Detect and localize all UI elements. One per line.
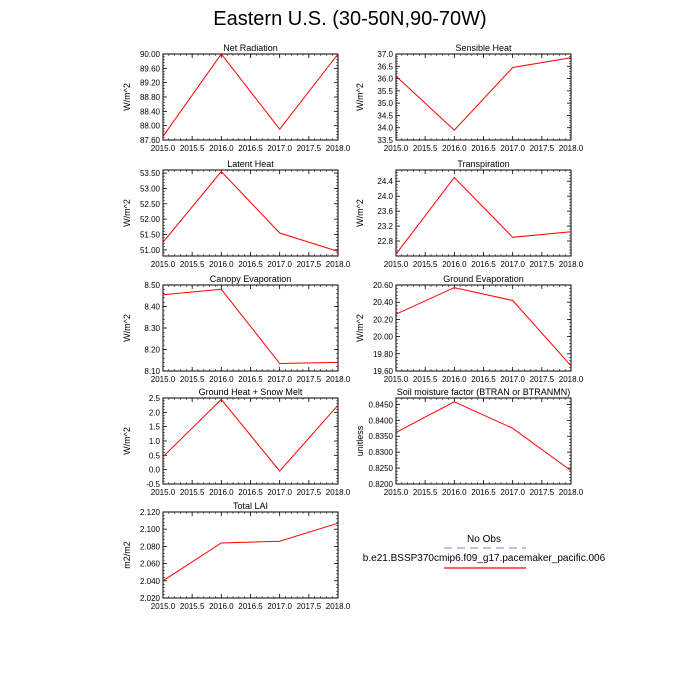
- x-tick-label: 2017.5: [529, 260, 555, 269]
- y-tick-label: 36.0: [377, 74, 393, 84]
- x-tick-label: 2016.0: [209, 602, 234, 611]
- y-tick-label: 52.00: [139, 215, 160, 225]
- x-tick-label: 2017.5: [296, 488, 322, 497]
- x-tick-label: 2018.0: [325, 375, 351, 384]
- panels-group: [122, 43, 584, 611]
- x-tick-label: 2017.5: [529, 488, 555, 497]
- y-tick-label: 0.8300: [368, 448, 393, 458]
- y-tick-label: 87.60: [139, 136, 160, 145]
- x-tick-label: 2015.0: [383, 375, 409, 384]
- y-tick-label: 0.8400: [368, 416, 393, 426]
- x-tick-label: 2016.0: [442, 375, 467, 384]
- y-tick-label: 19.60: [372, 367, 393, 376]
- chart-panel: [122, 159, 351, 269]
- y-tick-label: 0.8200: [368, 480, 393, 489]
- x-tick-label: 2015.0: [383, 144, 409, 153]
- chart-panel: [355, 387, 584, 497]
- x-tick-label: 2018.0: [325, 144, 351, 153]
- x-tick-label: 2017.0: [267, 144, 292, 153]
- y-tick-label: 2.040: [139, 576, 160, 586]
- y-tick-label: 90.00: [139, 50, 160, 59]
- y-axis-label: W/m^2: [355, 83, 365, 111]
- y-tick-label: 89.20: [139, 78, 160, 88]
- y-tick-label: 34.5: [377, 111, 393, 121]
- x-tick-label: 2016.5: [471, 375, 496, 384]
- x-tick-label: 2016.5: [238, 488, 263, 497]
- plot-frame: [163, 398, 338, 484]
- y-axis-label: W/m^2: [122, 199, 132, 227]
- x-tick-label: 2015.0: [150, 260, 176, 269]
- x-tick-label: 2015.5: [412, 375, 438, 384]
- y-tick-label: 2.060: [139, 559, 160, 569]
- x-tick-label: 2018.0: [558, 375, 584, 384]
- y-tick-label: 89.60: [139, 64, 160, 74]
- x-tick-label: 2015.5: [412, 144, 438, 153]
- y-tick-label: 23.6: [377, 207, 393, 217]
- x-tick-label: 2015.5: [179, 375, 205, 384]
- plot-frame: [163, 512, 338, 598]
- plot-frame: [396, 170, 571, 256]
- y-tick-label: 33.5: [377, 136, 393, 145]
- panel-title: Total LAI: [232, 501, 269, 511]
- y-axis-label: W/m^2: [355, 314, 365, 342]
- series-line: [396, 58, 571, 131]
- x-tick-label: 2017.5: [296, 144, 322, 153]
- x-tick-label: 2017.5: [296, 260, 322, 269]
- y-tick-label: 24.4: [377, 177, 393, 187]
- figure-title: Eastern U.S. (30-50N,90-70W): [213, 8, 487, 30]
- x-tick-label: 2016.5: [471, 260, 496, 269]
- y-tick-label: 51.00: [139, 245, 160, 255]
- y-tick-label: -0.5: [146, 480, 160, 489]
- x-tick-label: 2015.5: [179, 144, 205, 153]
- x-tick-label: 2017.0: [500, 488, 525, 497]
- x-tick-label: 2017.5: [529, 375, 555, 384]
- x-tick-label: 2015.5: [179, 602, 205, 611]
- panel-title: Net Radiation: [223, 43, 278, 53]
- y-tick-label: 20.40: [372, 298, 393, 308]
- y-tick-label: 2.5: [148, 394, 160, 403]
- y-tick-label: 0.5: [148, 451, 160, 461]
- x-tick-label: 2016.0: [209, 375, 234, 384]
- legend-obs-label: No Obs: [467, 534, 501, 545]
- x-tick-label: 2015.5: [179, 260, 205, 269]
- y-tick-label: 23.2: [377, 222, 393, 232]
- chart-panel: [355, 274, 584, 384]
- y-tick-label: 35.5: [377, 86, 393, 96]
- panel-title: Sensible Heat: [455, 43, 512, 53]
- y-axis-label: unitless: [355, 425, 365, 457]
- y-axis-label: W/m^2: [122, 83, 132, 111]
- y-tick-label: 0.0: [148, 465, 160, 475]
- y-tick-label: 53.00: [139, 184, 160, 194]
- y-tick-label: 35.0: [377, 99, 393, 109]
- x-tick-label: 2017.0: [267, 488, 292, 497]
- series-line: [163, 399, 338, 471]
- panel-title: Latent Heat: [227, 159, 274, 169]
- chart-panel: [122, 43, 351, 153]
- y-tick-label: 8.10: [144, 367, 160, 376]
- plot-frame: [396, 54, 571, 140]
- y-tick-label: 20.20: [372, 315, 393, 325]
- plot-frame: [396, 398, 571, 484]
- x-tick-label: 2016.0: [442, 144, 467, 153]
- y-tick-label: 19.80: [372, 349, 393, 359]
- x-tick-label: 2018.0: [325, 488, 351, 497]
- y-tick-label: 0.8250: [368, 464, 393, 474]
- y-axis-label: W/m^2: [122, 314, 132, 342]
- series-line: [163, 289, 338, 363]
- x-tick-label: 2016.0: [209, 260, 234, 269]
- series-line: [396, 288, 571, 366]
- y-tick-label: 34.0: [377, 123, 393, 133]
- x-tick-label: 2017.5: [529, 144, 555, 153]
- chart-panel: [122, 274, 351, 384]
- y-tick-label: 20.60: [372, 281, 393, 290]
- x-tick-label: 2016.0: [209, 488, 234, 497]
- panel-title: Ground Heat + Snow Melt: [198, 387, 303, 397]
- y-tick-label: 8.30: [144, 324, 160, 333]
- x-tick-label: 2016.5: [238, 602, 263, 611]
- x-tick-label: 2017.5: [296, 602, 322, 611]
- x-tick-label: 2016.5: [471, 488, 496, 497]
- y-axis-label: W/m^2: [355, 199, 365, 227]
- x-tick-label: 2017.0: [267, 375, 292, 384]
- x-tick-label: 2015.0: [150, 602, 176, 611]
- panel-title: Transpiration: [457, 159, 510, 169]
- x-tick-label: 2017.0: [500, 260, 525, 269]
- y-tick-label: 36.5: [377, 62, 393, 72]
- legend-model-label: b.e21.BSSP370cmip6.f09_g17.pacemaker_pacific.006: [362, 553, 606, 564]
- panel-title: Ground Evaporation: [443, 274, 524, 284]
- y-tick-label: 53.50: [139, 169, 160, 179]
- y-tick-label: 2.0: [148, 408, 160, 418]
- series-line: [396, 402, 571, 471]
- x-tick-label: 2015.5: [412, 488, 438, 497]
- panel-title: Soil moisture factor (BTRAN or BTRANMN): [396, 387, 571, 397]
- y-tick-label: 2.100: [139, 525, 160, 535]
- y-axis-label: m2/m2: [122, 541, 132, 569]
- x-tick-label: 2017.0: [267, 602, 292, 611]
- x-tick-label: 2015.0: [383, 488, 409, 497]
- y-tick-label: 1.5: [148, 422, 160, 432]
- legend: [363, 534, 606, 568]
- x-tick-label: 2015.0: [150, 144, 176, 153]
- chart-panel: [355, 43, 584, 153]
- y-tick-label: 52.50: [139, 199, 160, 209]
- y-tick-label: 2.080: [139, 542, 160, 552]
- y-tick-label: 51.50: [139, 230, 160, 240]
- panel-title: Canopy Evaporation: [209, 274, 292, 284]
- x-tick-label: 2018.0: [325, 602, 351, 611]
- x-tick-label: 2018.0: [558, 144, 584, 153]
- x-tick-label: 2016.5: [238, 375, 263, 384]
- x-tick-label: 2018.0: [558, 260, 584, 269]
- x-tick-label: 2016.5: [238, 144, 263, 153]
- series-line: [163, 523, 338, 581]
- x-tick-label: 2016.0: [442, 488, 467, 497]
- x-tick-label: 2017.5: [296, 375, 322, 384]
- y-tick-label: 2.020: [139, 594, 160, 603]
- y-tick-label: 88.00: [139, 121, 160, 131]
- x-tick-label: 2016.5: [238, 260, 263, 269]
- x-tick-label: 2017.0: [500, 375, 525, 384]
- x-tick-label: 2016.5: [471, 144, 496, 153]
- y-tick-label: 88.80: [139, 93, 160, 102]
- x-tick-label: 2015.0: [150, 375, 176, 384]
- plot-frame: [396, 285, 571, 371]
- x-tick-label: 2018.0: [558, 488, 584, 497]
- y-tick-label: 2.120: [139, 508, 160, 517]
- y-tick-label: 24.0: [377, 192, 393, 202]
- chart-panel: [122, 387, 351, 497]
- y-tick-label: 88.40: [139, 107, 160, 117]
- x-tick-label: 2015.0: [383, 260, 409, 269]
- plot-frame: [163, 54, 338, 140]
- y-tick-label: 0.8350: [368, 432, 393, 442]
- chart-panel: [122, 501, 351, 611]
- y-tick-label: 8.20: [144, 345, 160, 355]
- x-tick-label: 2017.0: [500, 144, 525, 153]
- y-tick-label: 22.8: [377, 237, 393, 247]
- series-line: [396, 178, 571, 255]
- series-line: [163, 54, 338, 136]
- x-tick-label: 2016.0: [442, 260, 467, 269]
- y-tick-label: 37.0: [377, 50, 393, 59]
- chart-panel: [355, 159, 584, 269]
- y-tick-label: 0.8450: [368, 400, 393, 410]
- series-line: [163, 172, 338, 252]
- x-tick-label: 2017.0: [267, 260, 292, 269]
- y-axis-label: W/m^2: [122, 427, 132, 455]
- y-tick-label: 1.0: [148, 437, 160, 446]
- y-tick-label: 20.00: [372, 332, 393, 342]
- x-tick-label: 2015.0: [150, 488, 176, 497]
- x-tick-label: 2015.5: [179, 488, 205, 497]
- plot-frame: [163, 285, 338, 371]
- x-tick-label: 2018.0: [325, 260, 351, 269]
- x-tick-label: 2016.0: [209, 144, 234, 153]
- x-tick-label: 2015.5: [412, 260, 438, 269]
- y-tick-label: 8.50: [144, 281, 160, 290]
- y-tick-label: 8.40: [144, 302, 160, 312]
